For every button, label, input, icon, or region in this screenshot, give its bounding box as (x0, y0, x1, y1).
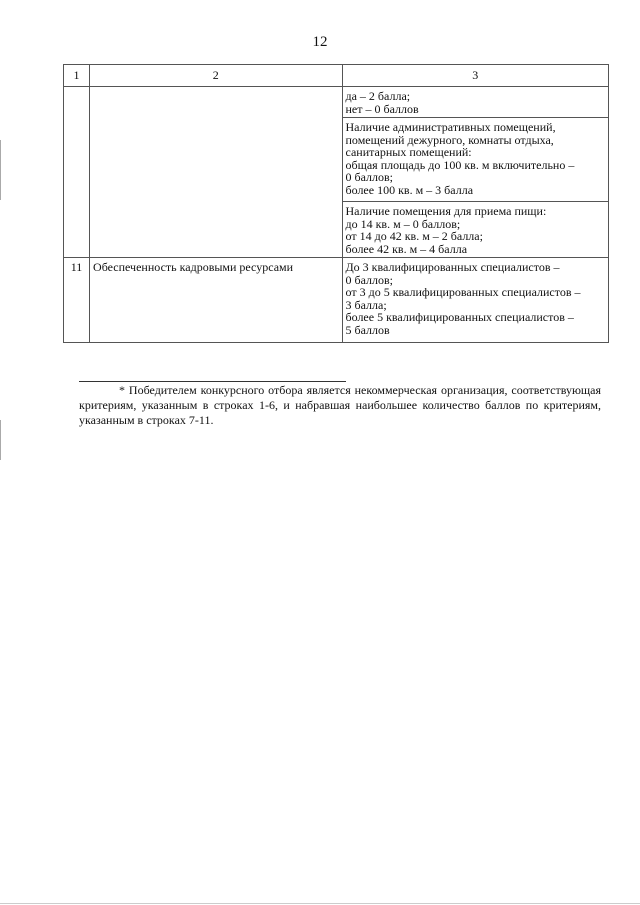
criteria-line: общая площадь до 100 кв. м включительно – (345, 157, 575, 172)
criteria-line: 0 баллов; (345, 170, 394, 184)
row-name-cell: Обеспеченность кадровыми ресурсами (90, 258, 342, 343)
header-col-1: 1 (64, 65, 90, 87)
table-header-row (64, 65, 609, 87)
footnote (79, 383, 601, 428)
criteria-cell (342, 87, 609, 258)
footnote-divider (79, 381, 346, 382)
criteria-line: более 100 кв. м – 3 балла (345, 182, 474, 197)
criteria-line: До 3 квалифицированных специалистов – (345, 260, 560, 274)
scan-edge-mark (0, 140, 1, 200)
header-col-3: 3 (342, 65, 609, 87)
criteria-line: нет – 0 баллов (345, 101, 419, 116)
page-number: 12 (312, 34, 328, 50)
criteria-line: санитарных помещений: (345, 145, 472, 159)
row-number-cell (64, 87, 90, 258)
scan-edge-mark (0, 420, 1, 460)
criteria-line: 0 баллов; (345, 272, 394, 287)
criteria-line: да – 2 балла; (345, 89, 411, 103)
header-col-2: 2 (90, 65, 342, 87)
criteria-block-staff (343, 258, 609, 342)
criteria-block-yes-no (343, 87, 609, 117)
criteria-line: от 3 до 5 квалифицированных специалистов – (345, 285, 581, 299)
criteria-line: 5 баллов (345, 322, 390, 337)
criteria-line: более 42 кв. м – 4 балла (345, 241, 468, 256)
scan-edge-mark (0, 903, 640, 904)
criteria-line: от 14 до 42 кв. м – 2 балла; (345, 229, 483, 243)
criteria-block-dining-room (343, 201, 609, 257)
criteria-line: более 5 квалифицированных специалистов – (345, 310, 574, 324)
criteria-line: Наличие помещения для приема пищи: (345, 204, 547, 218)
criteria-line: помещений дежурного, комнаты отдыха, (345, 132, 554, 147)
table-row-11 (64, 258, 609, 343)
criteria-block-admin-rooms (343, 117, 609, 201)
criteria-line: до 14 кв. м – 0 баллов; (345, 216, 461, 231)
criteria-table (63, 64, 609, 343)
criteria-line: 3 балла; (345, 297, 387, 312)
footnote-text: * Победителем конкурсного отбора является некоммерческая организация, соответствующая критериям, указанным в строках 1-6, и набравшая наибольшее количество баллов по критериям, указанным в строках 7-11. (79, 383, 601, 427)
table-row-continuation (64, 87, 609, 258)
criteria-line: Наличие административных помещений, (345, 120, 556, 134)
criteria-cell (342, 258, 609, 343)
row-number-cell: 11 (64, 258, 90, 343)
row-name-cell (90, 87, 342, 258)
